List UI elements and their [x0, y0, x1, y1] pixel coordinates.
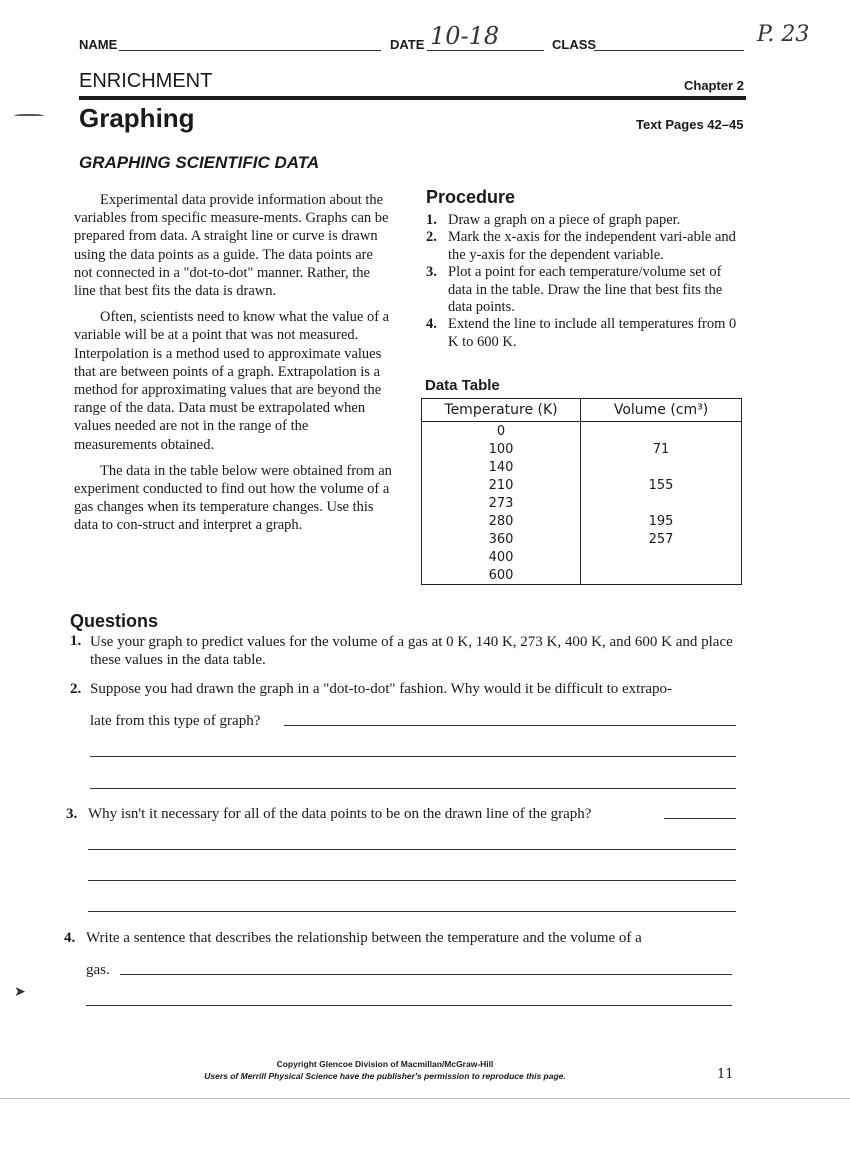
class-field[interactable] — [594, 50, 744, 51]
question-3-text: Why isn't it necessary for all of the data points to be on the drawn line of the graph? — [88, 806, 592, 822]
scan-mark — [14, 114, 44, 119]
table-row — [422, 422, 741, 441]
question-2-text: Suppose you had drawn the graph in a "dot-to-dot" fashion. Why would it be difficult to extrapo- — [90, 681, 672, 697]
name-label: NAME — [79, 37, 118, 52]
subtitle: GRAPHING SCIENTIFIC DATA — [79, 153, 320, 172]
step-text: Draw a graph on a piece of graph paper. — [448, 212, 681, 228]
date-label: DATE — [390, 37, 425, 52]
answer-line[interactable] — [88, 849, 736, 850]
answer-line[interactable] — [88, 880, 736, 881]
question-number: 4. — [64, 930, 76, 946]
step-number: 3. — [426, 264, 437, 281]
step-text: Extend the line to include all temperatures from 0 K to 600 K. — [448, 316, 737, 350]
copyright-text: Copyright Glencoe Division of Macmillan/McGraw-Hill — [276, 1059, 494, 1069]
procedure-step — [426, 264, 742, 316]
table-row — [422, 494, 741, 512]
intro-paragraph: The data in the table below were obtained from an experiment conducted to find out how the volume of a gas changes when its temperature changes. Use this data to con-struct and interpret a graph. — [74, 462, 392, 534]
intro-paragraph: Experimental data provide information about the variables from specific measure-ments. Graphs can be prepared from data. A straight line or curve is drawn using the data points as a guide. The data points are not connected in a "dot-to-dot" manner. Rather, the line that best fits the data is drawn. — [74, 192, 389, 300]
question-number: 3. — [66, 806, 78, 822]
date-field[interactable] — [427, 50, 544, 51]
procedure-heading: Procedure — [426, 187, 516, 207]
step-text: Mark the x-axis for the independent vari-able and the y-axis for the dependent variable. — [448, 229, 736, 263]
answer-line[interactable] — [90, 788, 736, 789]
footer-credits — [170, 1058, 600, 1082]
volume-header: Volume (cm³) — [581, 399, 741, 422]
step-text: Plot a point for each temperature/volume set of data in the table. Draw the line that best fits the data points. — [448, 264, 723, 316]
step-number: 2. — [426, 229, 437, 246]
question-4-text: gas. — [86, 962, 110, 978]
volume-cell[interactable] — [581, 566, 741, 584]
permission-text: Users of Merrill Physical Science have the publisher's permission to reproduce this page. — [204, 1071, 566, 1081]
name-field[interactable] — [119, 50, 381, 51]
temperature-cell: 140 — [422, 458, 581, 476]
temperature-cell: 273 — [422, 494, 581, 512]
temperature-cell: 0 — [422, 422, 581, 441]
question-2-text: late from this type of graph? — [90, 713, 261, 729]
temperature-cell: 210 — [422, 476, 581, 494]
temperature-cell: 400 — [422, 548, 581, 566]
volume-cell[interactable] — [581, 458, 741, 476]
answer-line[interactable] — [86, 1005, 732, 1006]
page-edge — [0, 1098, 850, 1099]
answer-line[interactable] — [664, 818, 736, 819]
volume-cell[interactable] — [581, 548, 741, 566]
data-table-frame — [421, 398, 742, 585]
class-label: CLASS — [552, 37, 597, 52]
arrow-mark-icon: ➤ — [14, 983, 26, 999]
procedure-list — [426, 212, 742, 351]
volume-cell[interactable] — [581, 422, 741, 441]
question-number: 1. — [70, 633, 82, 649]
volume-cell: 155 — [648, 477, 674, 493]
temperature-cell: 100 — [422, 440, 581, 458]
questions-heading: Questions — [70, 611, 159, 631]
procedure-step — [426, 212, 742, 229]
intro-text — [74, 191, 392, 543]
text-pages: Text Pages 42–45 — [636, 117, 744, 132]
volume-cell: 71 — [652, 441, 670, 457]
section-label: ENRICHMENT — [79, 70, 213, 92]
page-title: Graphing — [79, 103, 195, 133]
chapter-label: Chapter 2 — [684, 78, 744, 93]
corner-page-note: P. 23 — [757, 22, 810, 47]
table-row — [422, 566, 741, 584]
step-number: 1. — [426, 212, 437, 228]
temperature-cell: 280 — [422, 512, 581, 530]
step-number: 4. — [426, 316, 437, 333]
header-rule — [79, 96, 746, 100]
table-row — [422, 440, 741, 458]
answer-line[interactable] — [88, 911, 736, 912]
table-row — [422, 476, 741, 494]
answer-line[interactable] — [120, 974, 732, 975]
data-table-heading: Data Table — [425, 377, 500, 394]
question-1-text: Use your graph to predict values for the volume of a gas at 0 K, 140 K, 273 K, 400 K, and 600 K and place these values in the data table. — [90, 634, 733, 668]
volume-cell: 257 — [648, 531, 674, 547]
table-row — [422, 512, 741, 530]
procedure-step — [426, 316, 742, 351]
table-row — [422, 548, 741, 566]
answer-line[interactable] — [284, 725, 736, 726]
date-handwritten: 10-18 — [430, 22, 500, 50]
temperature-header: Temperature (K) — [422, 399, 581, 422]
table-row — [422, 458, 741, 476]
answer-line[interactable] — [90, 756, 736, 757]
volume-cell: 195 — [648, 513, 674, 529]
temperature-cell: 600 — [422, 566, 581, 584]
question-number: 2. — [70, 681, 82, 697]
procedure-step — [426, 229, 742, 264]
volume-cell[interactable] — [581, 494, 741, 512]
temperature-cell: 360 — [422, 530, 581, 548]
question-4-text: Write a sentence that describes the relationship between the temperature and the volume of a — [86, 930, 642, 946]
page-number: 11 — [717, 1067, 734, 1082]
table-row — [422, 530, 741, 548]
intro-paragraph: Often, scientists need to know what the value of a variable will be at a point that was not measured. Interpolation is a method used to approximate values that are between points of a graph. Extrapolation is a method for approximating values that are beyond the range of the data. Data must be extrapolated when values needed are not in the range of the measurements obtained. — [74, 309, 390, 453]
